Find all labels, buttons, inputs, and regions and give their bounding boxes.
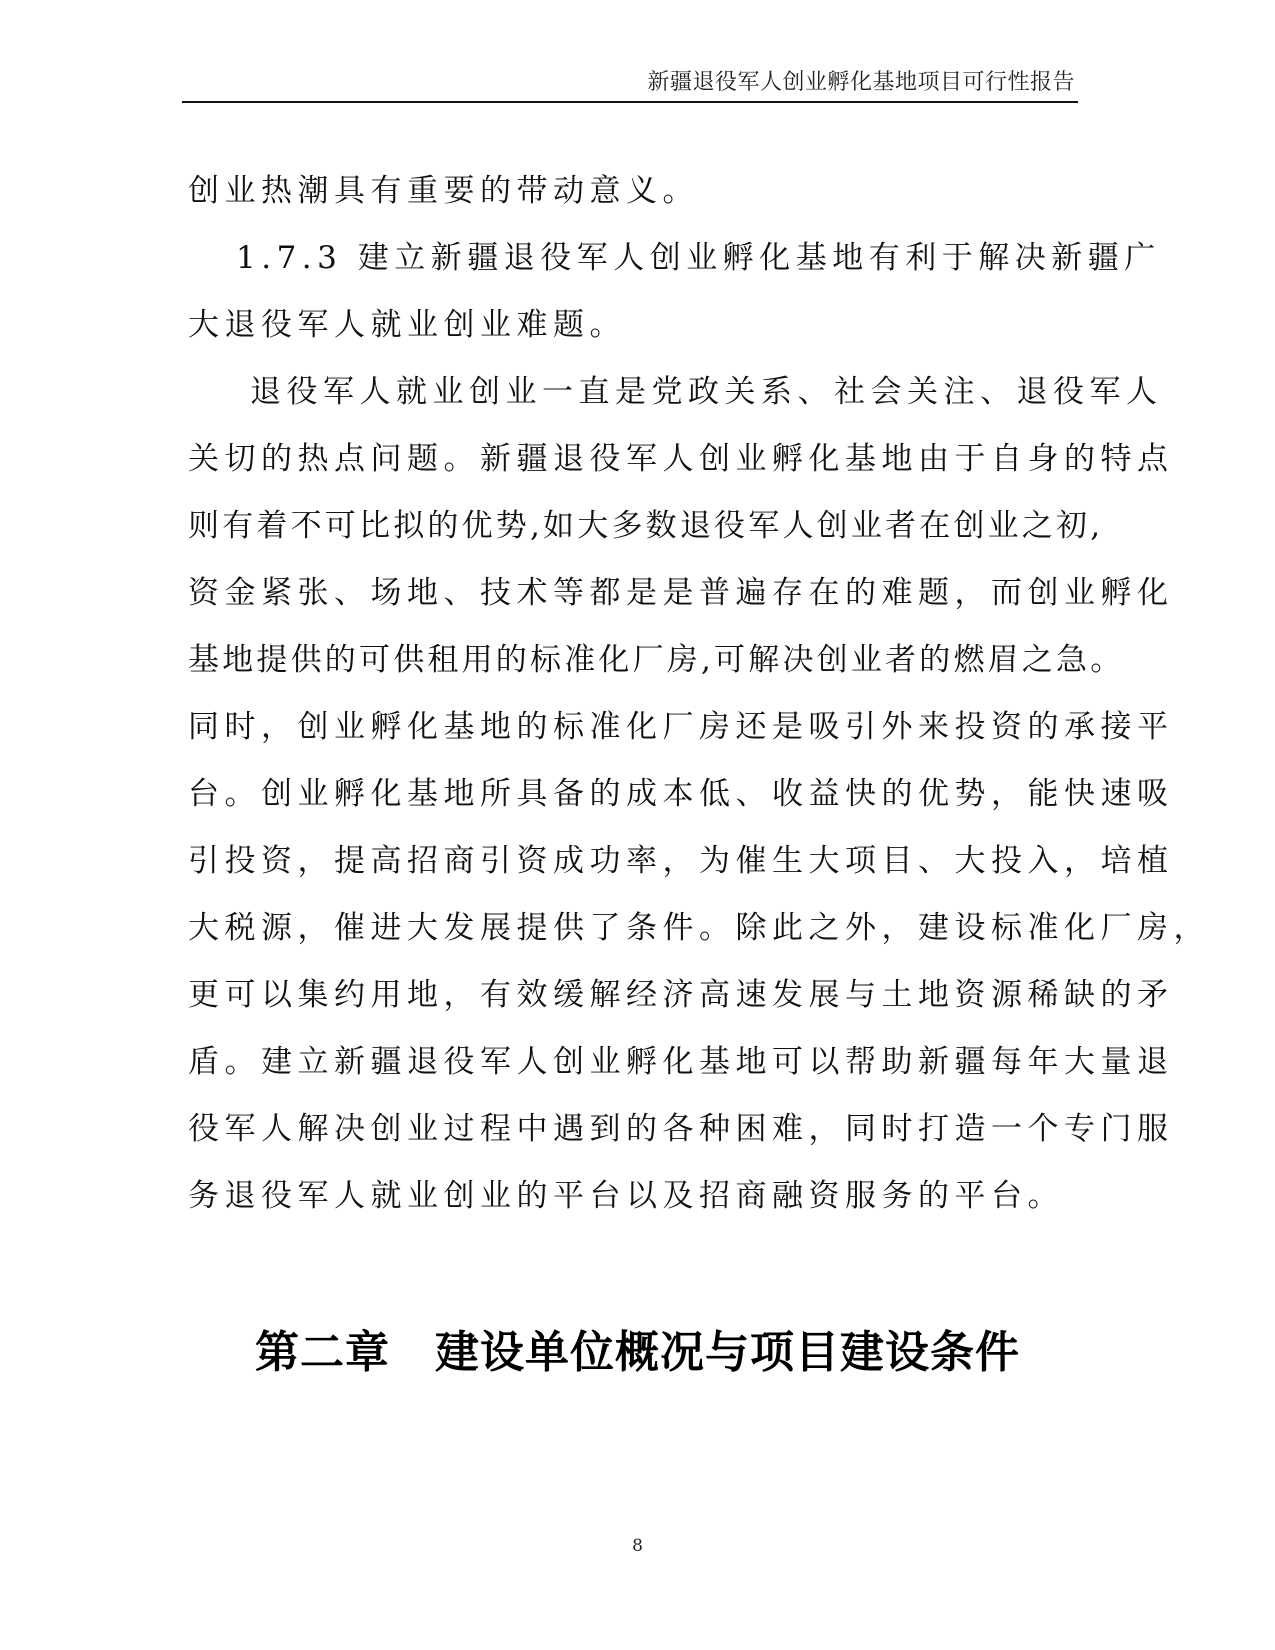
header-divider xyxy=(182,101,1078,103)
paragraph-line: 台。创业孵化基地所具备的成本低、收益快的优势，能快速吸 xyxy=(188,776,1174,812)
section-heading-line: 1.7.3 建立新疆退役军人创业孵化基地有利于解决新疆广 xyxy=(236,240,1161,276)
paragraph-line: 退役军人就业创业一直是党政关系、社会关注、退役军人 xyxy=(250,374,1163,410)
paragraph-line: 役军人解决创业过程中遇到的各种困难，同时打造一个专门服 xyxy=(188,1111,1174,1147)
running-header: 新疆退役军人创业孵化基地项目可行性报告 xyxy=(647,70,1075,95)
section-heading-line: 大退役军人就业创业难题。 xyxy=(188,307,626,343)
paragraph-line: 盾。建立新疆退役军人创业孵化基地可以帮助新疆每年大量退 xyxy=(188,1044,1174,1080)
paragraph-line: 引投资，提高招商引资成功率，为催生大项目、大投入，培植 xyxy=(188,843,1174,879)
paragraph-line: 则有着不可比拟的优势,如大多数退役军人创业者在创业之初, xyxy=(188,508,1104,544)
chapter-title: 第二章 建设单位概况与项目建设条件 xyxy=(255,1327,1020,1378)
paragraph-line: 更可以集约用地，有效缓解经济高速发展与土地资源稀缺的矛 xyxy=(188,977,1174,1013)
paragraph-line: 大税源，催进大发展提供了条件。除此之外，建设标准化厂房， xyxy=(188,910,1210,946)
paragraph-line: 创业热潮具有重要的带动意义。 xyxy=(188,173,699,209)
paragraph-line: 同时，创业孵化基地的标准化厂房还是吸引外来投资的承接平 xyxy=(188,709,1174,745)
paragraph-line: 关切的热点问题。新疆退役军人创业孵化基地由于自身的特点 xyxy=(188,441,1174,477)
paragraph-line: 资金紧张、场地、技术等都是是普遍存在的难题，而创业孵化 xyxy=(188,575,1174,611)
page-number: 8 xyxy=(632,1536,643,1556)
body-text xyxy=(188,158,1210,1230)
paragraph-line: 基地提供的可供租用的标准化厂房,可解决创业者的燃眉之急。 xyxy=(188,642,1125,678)
paragraph-line: 务退役军人就业创业的平台以及招商融资服务的平台。 xyxy=(188,1178,1064,1214)
